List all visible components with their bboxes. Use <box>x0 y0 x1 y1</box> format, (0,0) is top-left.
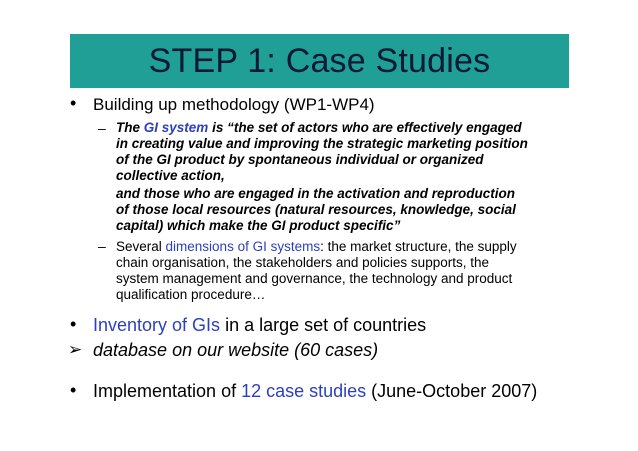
bullet-dot: • <box>70 380 77 400</box>
text-span: The <box>116 120 144 135</box>
gi-definition-line-4: collective action, <box>116 168 225 183</box>
gi-definition-line-5: and those who are engaged in the activation and reproduction <box>116 186 516 201</box>
gi-definition-line-7: capital) which make the GI product specific” <box>116 218 401 233</box>
dash-marker: – <box>98 120 106 136</box>
dimensions-line-3: system management and governance, the technology and product <box>116 271 513 286</box>
dash-marker: – <box>98 238 106 254</box>
case-studies-term: 12 case studies <box>241 381 367 401</box>
database-item: database on our website (60 cases) <box>93 340 379 360</box>
title-bar <box>70 34 569 88</box>
page-title: STEP 1: Case Studies <box>148 41 491 80</box>
arrow-bullet-icon: ➢ <box>68 340 83 359</box>
bullet-dot: • <box>70 93 77 113</box>
bullet-2-text <box>93 315 426 336</box>
gi-system-term: GI system <box>143 120 209 135</box>
text-span: Implementation of <box>93 381 242 401</box>
inventory-term: Inventory of GIs <box>93 315 221 335</box>
gi-definition-line-6: of those local resources (natural resources, knowledge, social <box>116 202 516 217</box>
dimensions-line-1 <box>116 239 517 255</box>
bullet-1-text: Building up methodology (WP1-WP4) <box>93 95 375 114</box>
bullet-dot: • <box>70 314 77 334</box>
dimensions-line-2: chain organisation, the stakeholders and policies supports, the <box>116 255 489 270</box>
text-span: (June-October 2007) <box>366 381 538 401</box>
text-span: is “the set of actors who are effectively engaged <box>208 120 522 135</box>
gi-definition-line-1 <box>116 120 522 136</box>
gi-definition-line-3: of the GI product by spontaneous individual or organized <box>116 152 484 167</box>
bullet-3-text <box>93 381 537 402</box>
text-span: in a large set of countries <box>220 315 427 335</box>
text-span: Several <box>116 239 166 254</box>
text-span: : the market structure, the supply <box>320 239 517 254</box>
gi-definition-line-2: in creating value and improving the strategic marketing position <box>116 136 528 151</box>
dimensions-line-4: qualification procedure… <box>116 287 266 302</box>
dimensions-term: dimensions of GI systems <box>165 239 321 254</box>
